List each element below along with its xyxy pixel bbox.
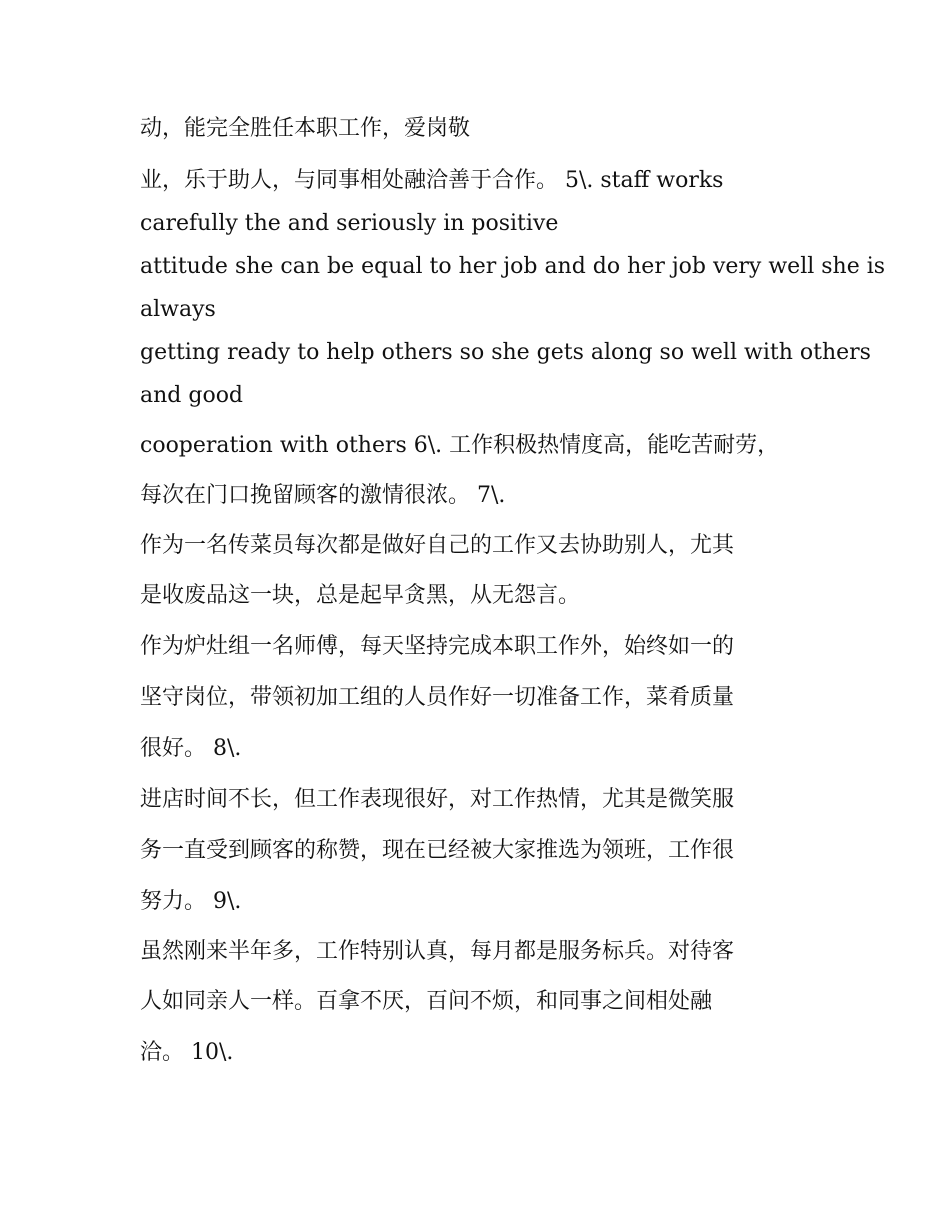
text-line: 动，能完全胜任本职工作，爱岗敬: [140, 116, 471, 141]
text-line: 很好。 8\.: [140, 736, 242, 761]
text-line: and good: [140, 383, 244, 408]
text-line: 业，乐于助人，与同事相处融洽善于合作。 5\. staff works: [140, 168, 724, 193]
text-line: 作为炉灶组一名师傅，每天坚持完成本职工作外，始终如一的: [140, 634, 735, 659]
text-line: 务一直受到顾客的称赞，现在已经被大家推选为领班，工作很: [140, 838, 735, 863]
text-line: 虽然刚来半年多，工作特别认真，每月都是服务标兵。对待客: [140, 939, 735, 964]
text-line: 坚守岗位，带领初加工组的人员作好一切准备工作，菜肴质量: [140, 685, 735, 710]
text-line: 洽。 10\.: [140, 1040, 234, 1065]
text-line: 进店时间不长，但工作表现很好，对工作热情，尤其是微笑服: [140, 787, 735, 812]
text-line: 努力。 9\.: [140, 889, 242, 914]
text-line: 是收废品这一块，总是起早贪黑，从无怨言。: [140, 583, 581, 608]
text-line: always: [140, 297, 216, 322]
text-line: cooperation with others 6\. 工作积极热情度高，能吃苦耐劳，: [140, 433, 780, 458]
text-line: 每次在门口挽留顾客的激情很浓。 7\.: [140, 483, 506, 508]
text-line: getting ready to help others so she gets along so well with others: [140, 340, 871, 365]
text-line: attitude she can be equal to her job and do her job very well she is: [140, 254, 886, 279]
text-line: carefully the and seriously in positive: [140, 211, 559, 236]
text-line: 作为一名传菜员每次都是做好自己的工作又去协助别人，尤其: [140, 533, 735, 558]
text-line: 人如同亲人一样。百拿不厌，百问不烦，和同事之间相处融: [140, 989, 713, 1014]
